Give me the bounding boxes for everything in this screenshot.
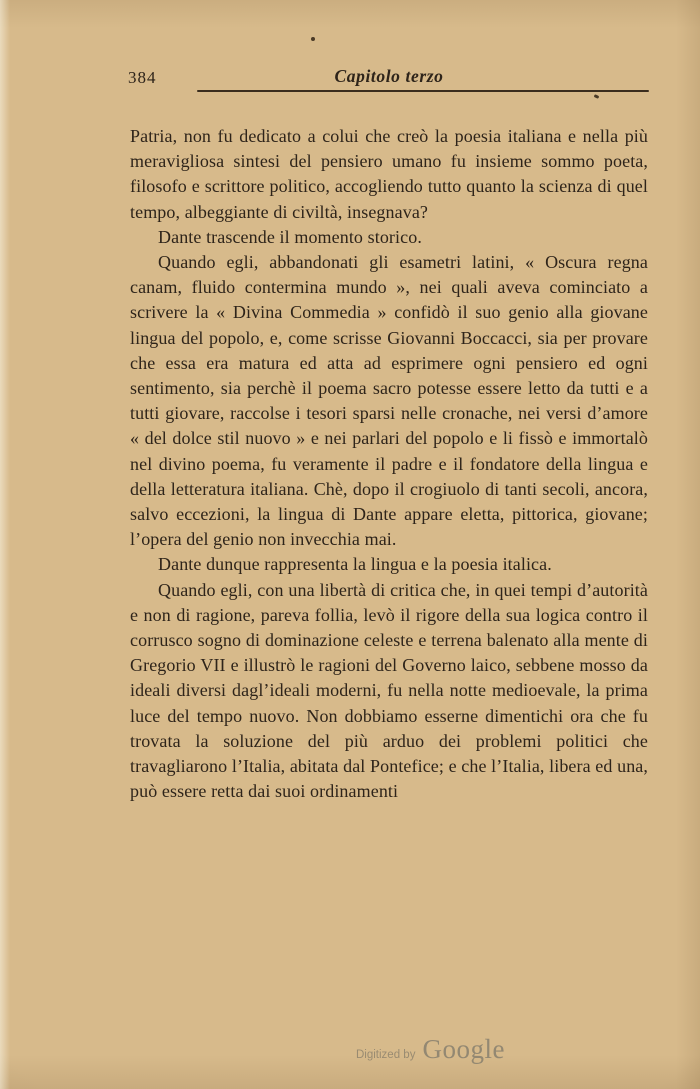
page-body-text (130, 124, 648, 804)
chapter-title: Capitolo terzo (334, 66, 444, 86)
page-number: 384 (128, 68, 157, 87)
digitized-by-label: Digitized by (356, 1049, 416, 1061)
paragraph-4: Dante dunque rappresenta la lingua e la poesia italica. (158, 554, 552, 575)
paragraph-2: Dante trascende il momento storico. (158, 226, 422, 247)
scan-speck (311, 37, 315, 41)
header-rule (197, 90, 649, 92)
paragraph-1: Patria, non fu dedicato a colui che creò la poesia italiana e nella più meravigliosa sintesi del pensiero umano fu insieme sommo poeta, filosofo e scrittore politico, accogliendo tutto quanto la scienza di quel tempo, albeggiante di civiltà, insegnava? (130, 126, 648, 222)
paragraph-5: Quando egli, con una libertà di critica che, in quei tempi d’autorità e non di ragione, pareva follia, levò il rigore della sua logica contro il corrusco sogno di dominazione celeste e terrena balenato alla mente di Gregorio VII e illustrò le ragioni del Governo laico, sebbene mosso da ideali diversi dagl’ideali moderni, fu nella notte medioevale, la prima luce del tempo nuovo. Non dobbiamo esserne dimentichi ora che fu trovata la soluzione del più arduo dei problemi politici che travagliarono l’Italia, abitata dal Pontefice; e che l’Italia, libera ed una, può essere retta dai suoi ordinamenti (130, 579, 648, 802)
scan-speck (594, 94, 600, 99)
page-header (128, 66, 650, 90)
paragraph-3: Quando egli, abbandonati gli esametri latini, « Oscura regna canam, fluido contermina mundo », nei quali aveva cominciato a scrivere la « Divina Commedia » confidò il suo genio alla giovane lingua del popolo, e, come scrisse Giovanni Boccacci, sia per provare che essa era matura ed atta ad esprimere ogni pensiero ed ogni sentimento, sia perchè il poema sacro potesse essere letto da tutti e a tutti giovare, raccolse i tesori sparsi nelle cronache, nei versi d’amore « del dolce stil nuovo » e nei parlari del popolo e li fissò e immortalò nel divino poema, fu veramente il padre e il fondatore della lingua e della letteratura italiana. Chè, dopo il crogiuolo di tanti secoli, ancora, salvo eccezioni, la lingua di Dante appare eletta, pittorica, giovane; l’opera del genio non invecchia mai. (130, 252, 648, 550)
digitization-watermark (356, 1034, 505, 1065)
google-watermark: Google (422, 1034, 505, 1064)
